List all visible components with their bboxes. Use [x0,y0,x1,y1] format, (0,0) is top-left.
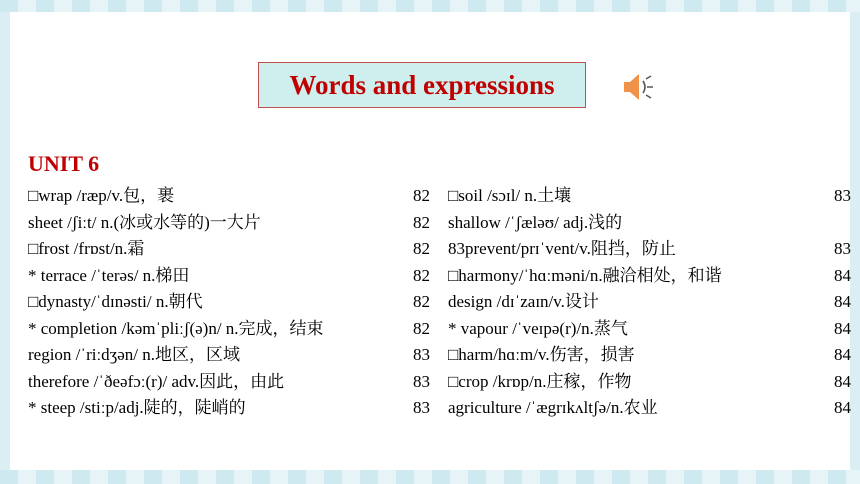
vocab-entry [28,263,430,290]
vocab-entry [448,395,851,422]
vocab-term: * steep /stiːp/adj.陡的，陡峭的 [28,398,246,417]
vocab-entry [448,289,851,316]
vocab-term: □soil /sɔɪl/ n.土壤 [448,186,572,205]
vocab-term: region /ˈriːdʒən/ n.地区，区域 [28,345,240,364]
page-number: 84 [834,318,851,338]
page-number: 83 [834,186,851,205]
vocab-column-left [28,183,430,422]
vocab-term: design /dɪˈzaɪn/v.设计 [448,292,599,311]
title-box [258,62,586,108]
page-number: 83 [413,398,430,417]
vocab-term: shallow /ˈʃæləʊ/ adj.浅的 [448,212,623,232]
vocab-entry [28,289,430,316]
vocab-term: □harmony/ˈhɑːməni/n.融洽相处，和谐 [448,265,722,285]
vocab-entry [28,316,430,343]
vocab-term: agriculture /ˈægrɪkʌltʃə/n.农业 [448,398,658,417]
page-number: 84 [834,265,851,285]
vocab-entry [448,342,851,369]
page-number: 84 [834,371,851,391]
vocab-entry [28,395,430,422]
page-number: 84 [834,345,851,364]
bottom-border [0,470,860,484]
page-number: 82 [413,186,430,205]
vocab-term: sheet /ʃiːt/ n.(冰或水等的)一大片 [28,212,261,232]
vocab-entry [448,210,851,237]
vocab-entry [448,236,851,263]
page-number: 82 [413,265,430,285]
page-number: 83 [413,371,430,391]
page-number: 84 [834,398,851,417]
speaker-icon[interactable] [622,72,656,102]
vocab-term: □crop /krɒp/n.庄稼，作物 [448,371,632,391]
vocab-entry [28,369,430,396]
vocab-term: therefore /ˈðeəfɔː(r)/ adv.因此，由此 [28,371,285,391]
page-number: 82 [413,212,430,232]
slide [10,12,850,470]
vocab-term: □wrap /ræp/v.包，裹 [28,186,175,205]
vocab-entry [448,316,851,343]
vocab-entry [28,342,430,369]
vocab-term: □frost /frɒst/n.霜 [28,239,145,258]
vocab-term: □dynasty/ˈdɪnəsti/ n.朝代 [28,292,203,311]
vocab-entry [28,236,430,263]
slide-title: Words and expressions [289,69,555,100]
unit-heading: UNIT 6 [28,151,100,176]
page-number: 82 [413,292,430,311]
vocab-entry [28,210,430,237]
page-number: 83 [834,239,851,258]
vocab-entry [448,263,851,290]
top-border [0,0,860,12]
page-number: 82 [413,239,430,258]
page-number: 84 [834,292,851,311]
vocab-term: □harm/hɑːm/v.伤害，损害 [448,345,635,364]
vocab-term: * terrace /ˈterəs/ n.梯田 [28,265,190,285]
page-number: 83 [413,345,430,364]
page-number: 82 [413,318,430,338]
vocab-term: 83prevent/prɪˈvent/v.阻挡，防止 [448,239,676,258]
vocab-entry [28,183,430,210]
vocab-entry [448,183,851,210]
vocab-column-right [448,183,851,422]
vocab-term: * vapour /ˈveɪpə(r)/n.蒸气 [448,318,628,338]
vocab-entry [448,369,851,396]
vocab-term: * completion /kəmˈpliːʃ(ə)n/ n.完成，结束 [28,318,324,338]
